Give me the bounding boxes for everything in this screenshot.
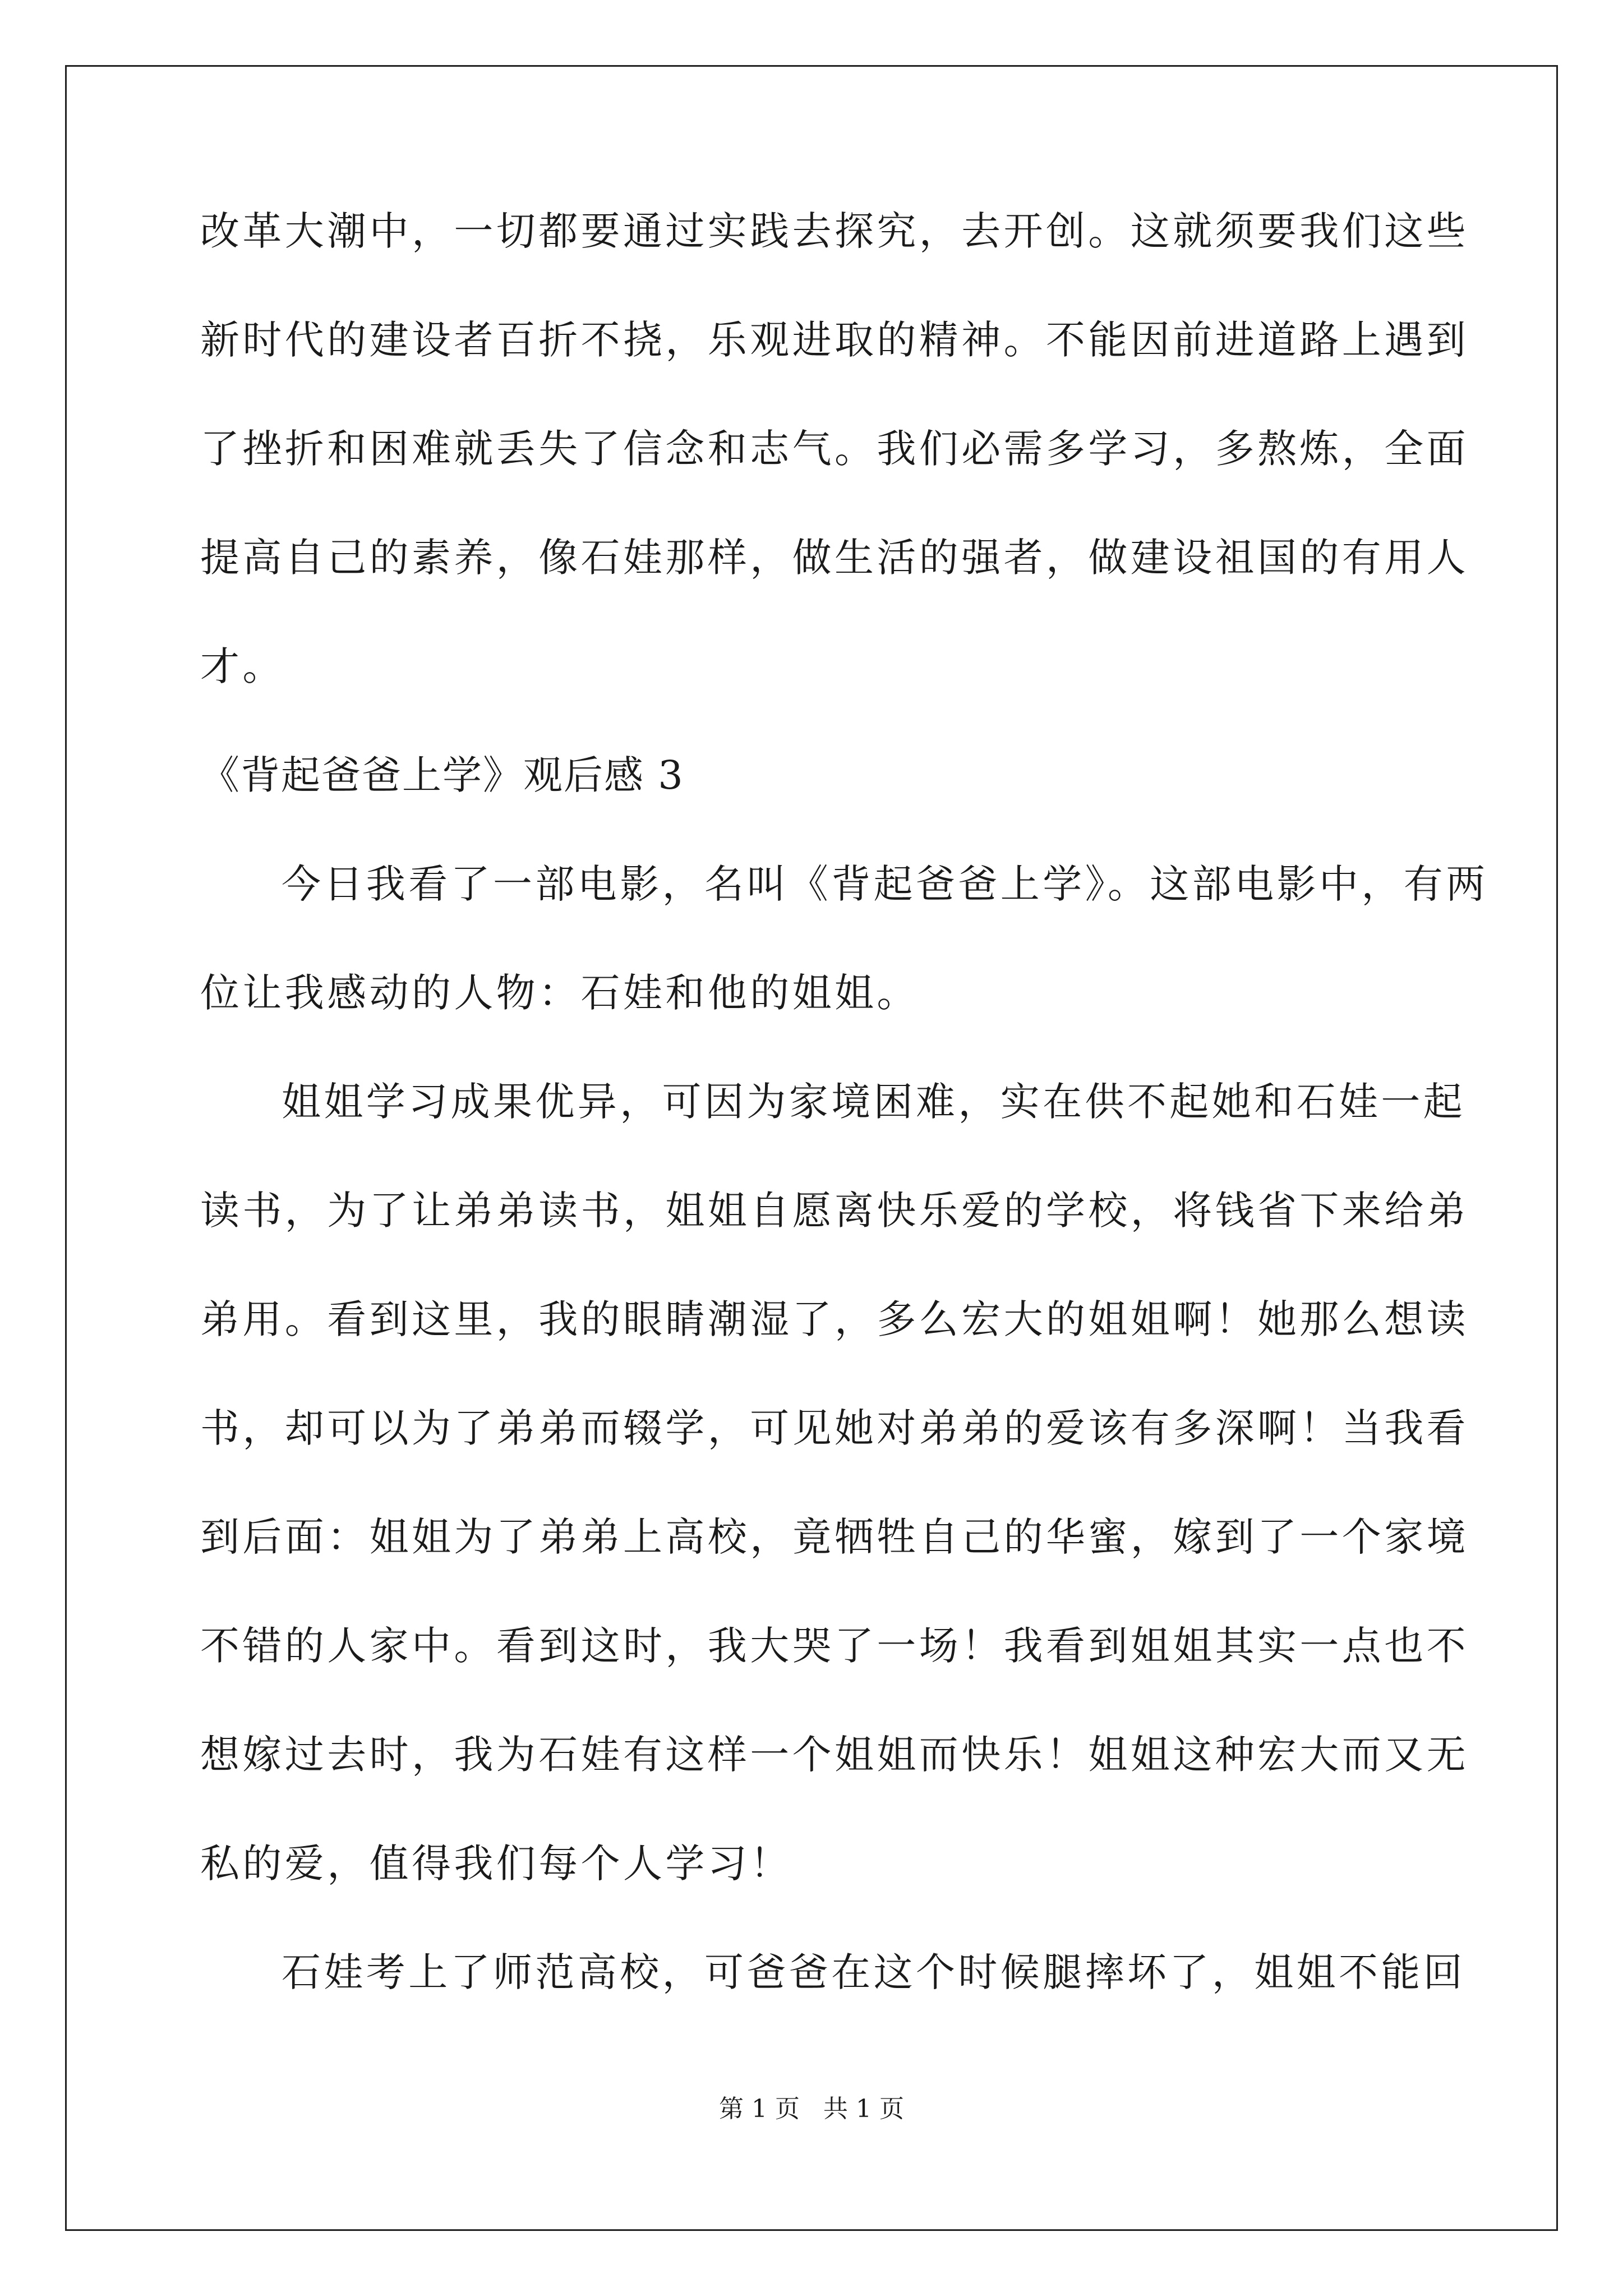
paragraph-start-line: 姐姐学习成果优异，可因为家境困难，实在供不起她和石娃一起 — [282, 1079, 1466, 1125]
text-line: 才。 — [200, 643, 285, 689]
text-line: 书，却可以为了弟弟而辍学，可见她对弟弟的爱该有多深啊！当我看 — [200, 1405, 1469, 1451]
text-line: 想嫁过去时，我为石娃有这样一个姐姐而快乐！姐姐这种宏大而又无 — [200, 1732, 1469, 1778]
text-line: 不错的人家中。看到这时，我大哭了一场！我看到姐姐其实一点也不 — [200, 1623, 1469, 1669]
paragraph-start-line: 今日我看了一部电影，名叫《背起爸爸上学》。这部电影中，有两 — [282, 861, 1488, 907]
text-line: 改革大潮中，一切都要通过实践去探究，去开创。这就须要我们这些 — [200, 208, 1469, 254]
text-line: 新时代的建设者百折不挠，乐观进取的精神。不能因前进道路上遇到 — [200, 317, 1469, 363]
text-line: 了挫折和困难就丢失了信念和志气。我们必需多学习，多熬炼，全面 — [200, 426, 1469, 472]
page-total: 共 1 页 — [823, 2095, 904, 2123]
paragraph-start-line: 石娃考上了师范高校，可爸爸在这个时候腿摔坏了，姐姐不能回 — [282, 1949, 1466, 1995]
section-heading: 《背起爸爸上学》观后感 3 — [200, 752, 684, 798]
page-footer — [0, 2095, 1623, 2124]
page-border — [65, 65, 1558, 2231]
page-number: 第 1 页 — [719, 2095, 800, 2123]
text-line: 提高自己的素养，像石娃那样，做生活的强者，做建设祖国的有用人 — [200, 535, 1469, 581]
text-line: 弟用。看到这里，我的眼睛潮湿了，多么宏大的姐姐啊！她那么想读 — [200, 1296, 1469, 1342]
text-line: 到后面：姐姐为了弟弟上高校，竟牺牲自己的华蜜，嫁到了一个家境 — [200, 1514, 1469, 1560]
text-line: 读书，为了让弟弟读书，姐姐自愿离快乐爱的学校，将钱省下来给弟 — [200, 1188, 1469, 1234]
text-line: 位让我感动的人物：石娃和他的姐姐。 — [200, 970, 919, 1016]
text-line: 私的爱，值得我们每个人学习！ — [200, 1841, 792, 1887]
